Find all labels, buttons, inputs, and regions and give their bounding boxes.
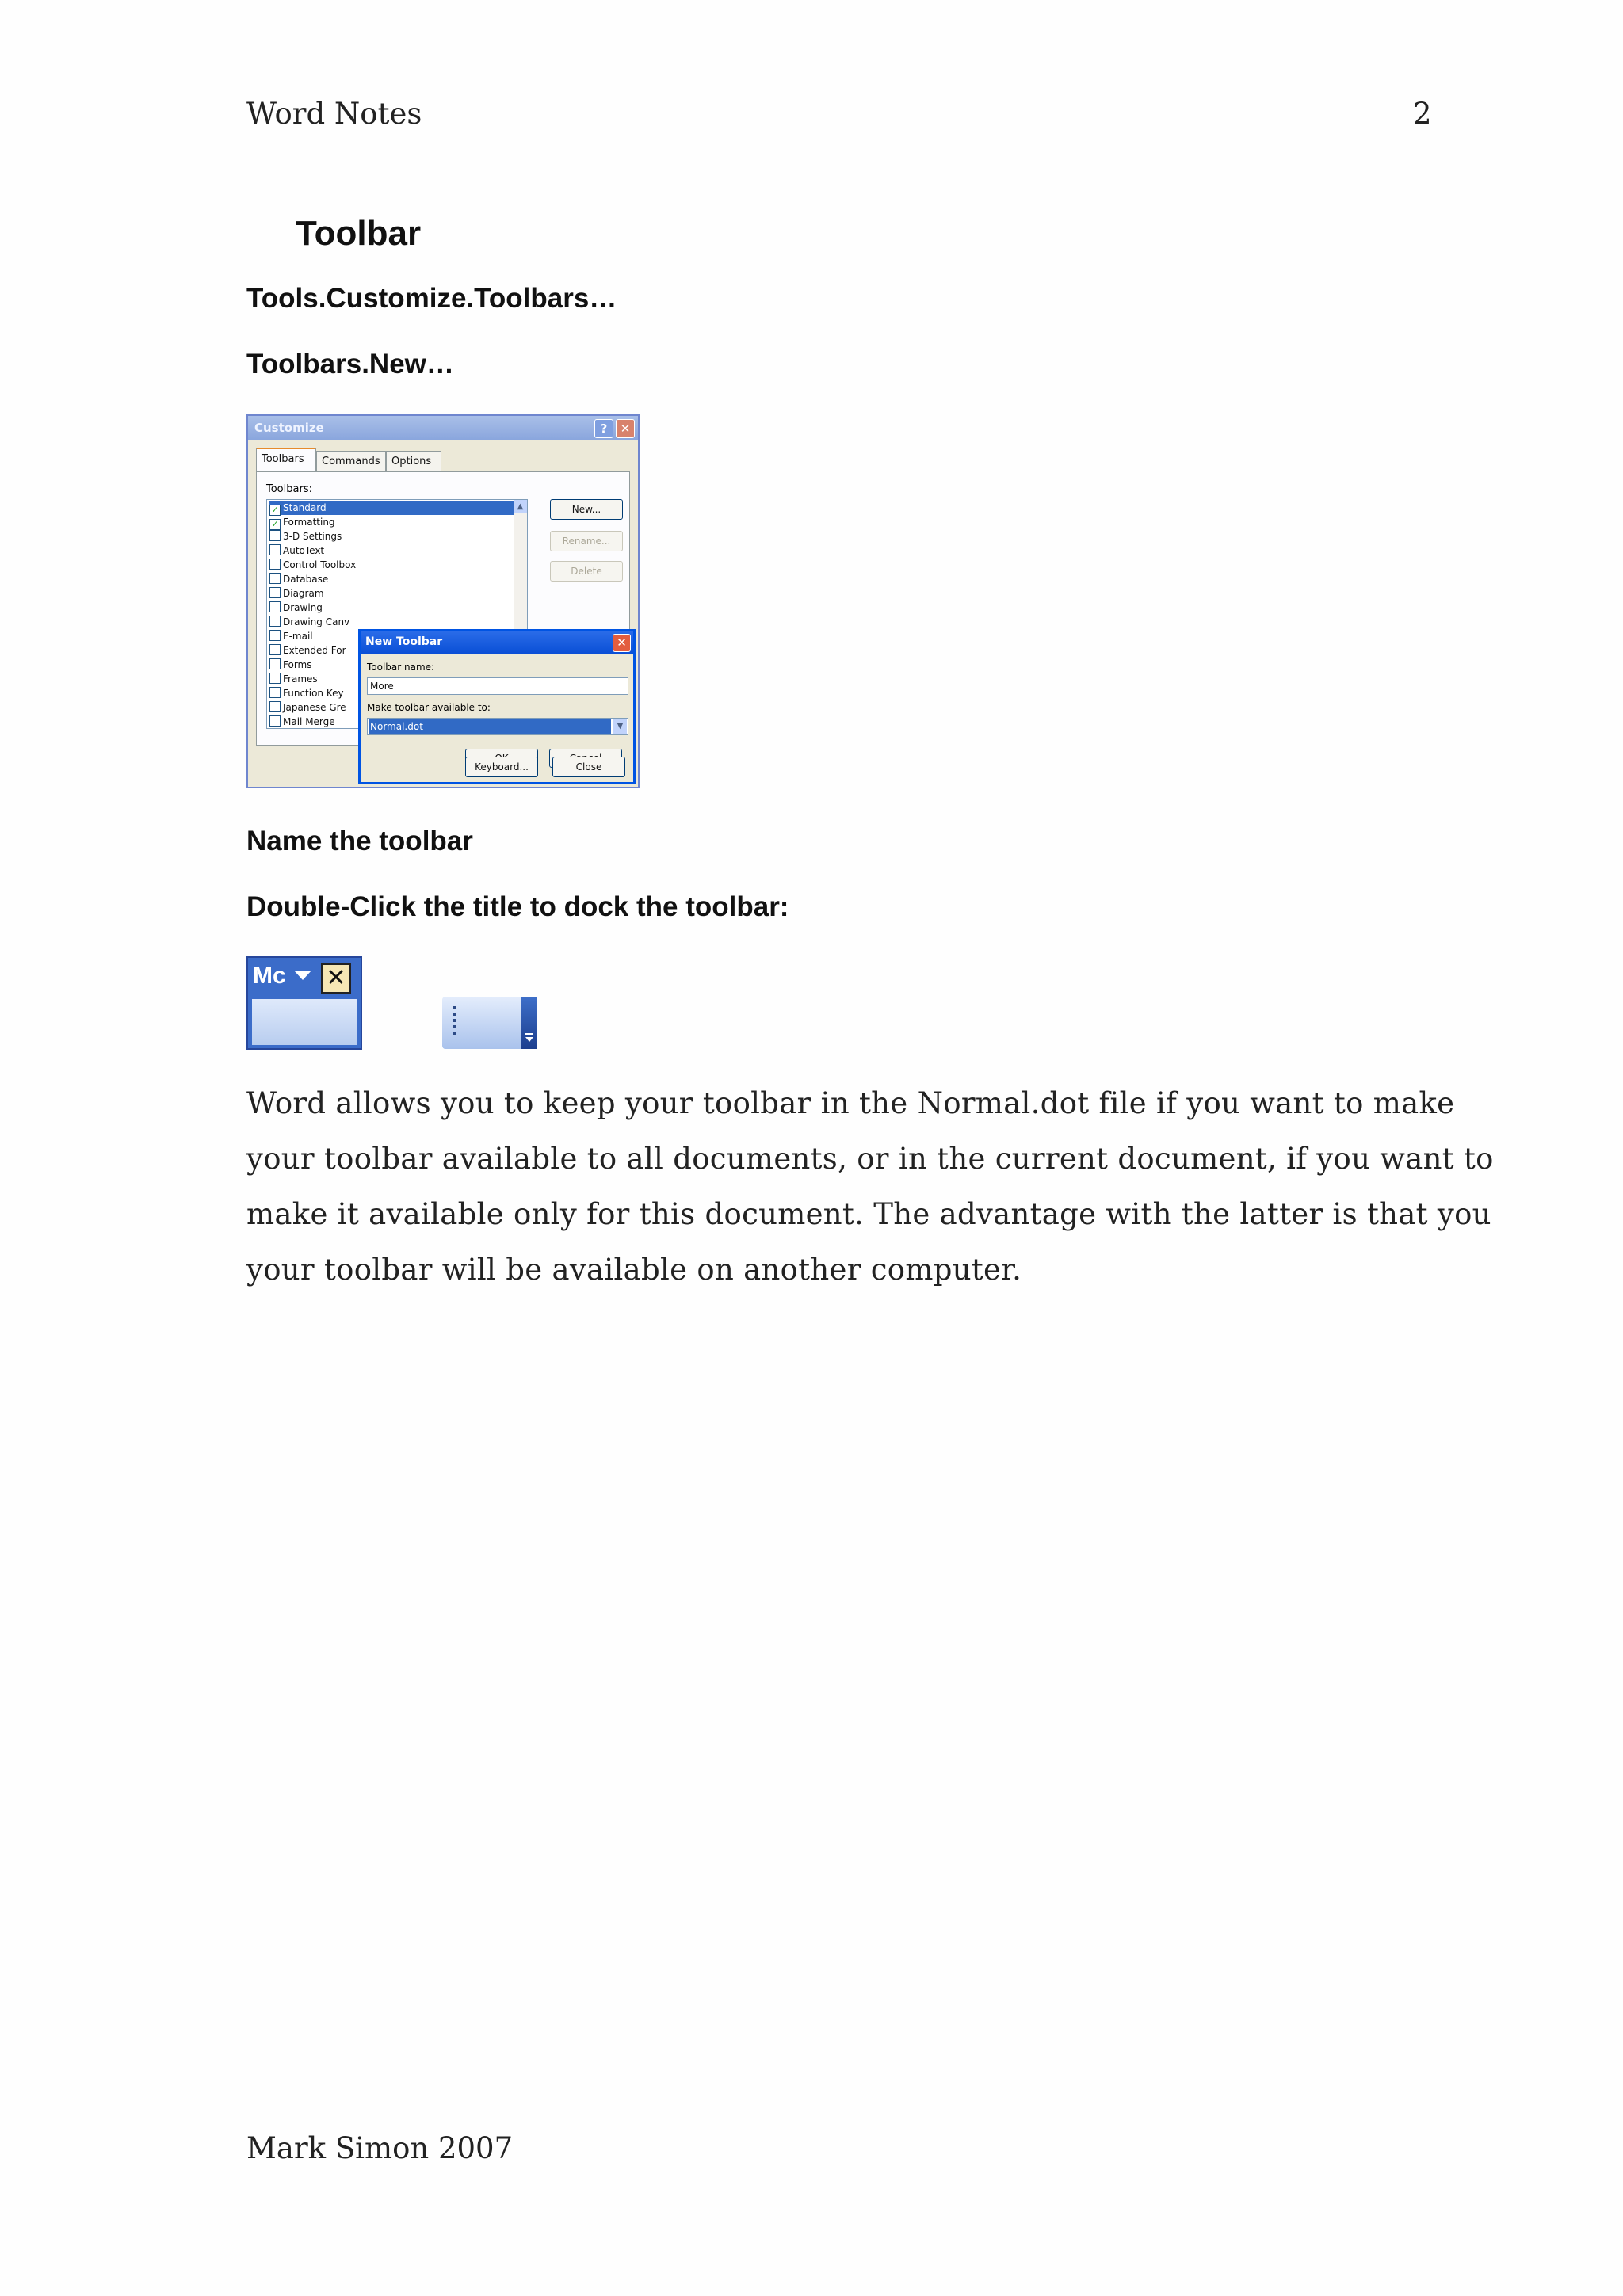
list-item[interactable]: Function Key bbox=[269, 686, 344, 700]
rename-button[interactable]: Rename... bbox=[550, 531, 623, 551]
toolbar-overflow-chevron-icon[interactable] bbox=[521, 997, 537, 1049]
toolbars-list-label: Toolbars: bbox=[266, 483, 312, 495]
list-item[interactable]: Control Toolbox bbox=[269, 558, 356, 572]
docked-toolbar-screenshot bbox=[442, 997, 537, 1049]
floating-toolbar-title[interactable]: Mc bbox=[253, 963, 286, 989]
checkbox-icon[interactable] bbox=[269, 658, 281, 669]
toolbars-tab-panel bbox=[256, 471, 630, 746]
step-toolbars-new: Toolbars.New… bbox=[246, 349, 454, 379]
customize-dialog-titlebar bbox=[248, 416, 638, 440]
checkbox-icon[interactable] bbox=[269, 687, 281, 698]
checkbox-icon[interactable] bbox=[269, 544, 281, 555]
page-number: 2 bbox=[1413, 97, 1432, 131]
list-item[interactable]: Japanese Gre bbox=[269, 700, 346, 715]
checkbox-icon[interactable] bbox=[269, 573, 281, 584]
close-button[interactable]: Close bbox=[552, 757, 625, 777]
toolbar-name-label: Toolbar name: bbox=[367, 662, 435, 673]
toolbar-name-input[interactable]: More bbox=[367, 677, 628, 695]
new-toolbar-title: New Toolbar bbox=[365, 635, 443, 648]
checkbox-icon[interactable] bbox=[269, 644, 281, 655]
list-item[interactable]: Forms bbox=[269, 658, 311, 672]
toolbar-body bbox=[252, 999, 357, 1045]
scroll-up-icon[interactable]: ▲ bbox=[514, 500, 527, 513]
close-icon[interactable]: ✕ bbox=[613, 634, 631, 652]
tab-toolbars[interactable]: Toolbars bbox=[256, 448, 316, 472]
close-icon[interactable]: ✕ bbox=[616, 419, 635, 438]
tab-options[interactable]: Options bbox=[386, 451, 441, 471]
new-toolbar-titlebar bbox=[361, 631, 633, 654]
keyboard-button[interactable]: Keyboard... bbox=[465, 757, 538, 777]
list-item[interactable]: Mail Merge bbox=[269, 715, 335, 729]
checkbox-icon[interactable] bbox=[269, 715, 281, 727]
list-item[interactable]: Diagram bbox=[269, 586, 324, 601]
available-to-value: Normal.dot bbox=[369, 719, 611, 734]
list-item[interactable]: 3-D Settings bbox=[269, 529, 342, 543]
list-item[interactable]: ✓ Standard bbox=[269, 501, 514, 515]
checkbox-icon[interactable] bbox=[269, 601, 281, 612]
body-paragraph: Word allows you to keep your toolbar in the Normal.dot file if you want to make your toolbar available to all documents, or in the current document, if you want to make it available only for this document. The advantage with the latter is that you your toolbar will be available on another computer. bbox=[246, 1086, 1494, 1287]
list-item[interactable]: AutoText bbox=[269, 543, 324, 558]
list-item[interactable]: Frames bbox=[269, 672, 318, 686]
checkbox-icon[interactable] bbox=[269, 673, 281, 684]
list-item[interactable]: Drawing Canv bbox=[269, 615, 349, 629]
list-item[interactable]: Database bbox=[269, 572, 328, 586]
step-tools-customize: Tools.Customize.Toolbars… bbox=[246, 283, 617, 314]
delete-button[interactable]: Delete bbox=[550, 561, 623, 582]
section-heading: Toolbar bbox=[296, 214, 422, 253]
step-name-toolbar: Name the toolbar bbox=[246, 826, 473, 856]
new-button[interactable]: New... bbox=[550, 499, 623, 520]
checkbox-icon[interactable] bbox=[269, 701, 281, 712]
chevron-down-icon[interactable]: ▼ bbox=[613, 719, 627, 734]
checkbox-icon[interactable] bbox=[269, 559, 281, 570]
close-icon[interactable]: ✕ bbox=[321, 963, 351, 994]
floating-toolbar-screenshot bbox=[246, 956, 362, 1050]
running-header-title: Word Notes bbox=[246, 97, 422, 131]
checkbox-checked-icon[interactable]: ✓ bbox=[269, 505, 281, 516]
available-to-select[interactable] bbox=[367, 718, 628, 735]
step-double-click-dock: Double-Click the title to dock the toolbar: bbox=[246, 891, 789, 922]
list-item[interactable]: Drawing bbox=[269, 601, 323, 615]
list-item[interactable]: E-mail bbox=[269, 629, 313, 643]
checkbox-icon[interactable] bbox=[269, 630, 281, 641]
customize-dialog-screenshot bbox=[246, 414, 640, 788]
footer-author: Mark Simon 2007 bbox=[246, 2131, 514, 2165]
checkbox-icon[interactable] bbox=[269, 616, 281, 627]
tab-commands[interactable]: Commands bbox=[316, 451, 386, 471]
help-icon[interactable]: ? bbox=[594, 419, 613, 438]
list-item[interactable]: ✓ Formatting bbox=[269, 515, 335, 529]
checkbox-checked-icon[interactable]: ✓ bbox=[269, 519, 281, 530]
list-item[interactable]: Extended For bbox=[269, 643, 346, 658]
available-to-label: Make toolbar available to: bbox=[367, 702, 491, 713]
customize-dialog-title: Customize bbox=[254, 421, 324, 435]
toolbar-options-arrow-icon[interactable] bbox=[294, 971, 311, 980]
checkbox-icon[interactable] bbox=[269, 530, 281, 541]
checkbox-icon[interactable] bbox=[269, 587, 281, 598]
